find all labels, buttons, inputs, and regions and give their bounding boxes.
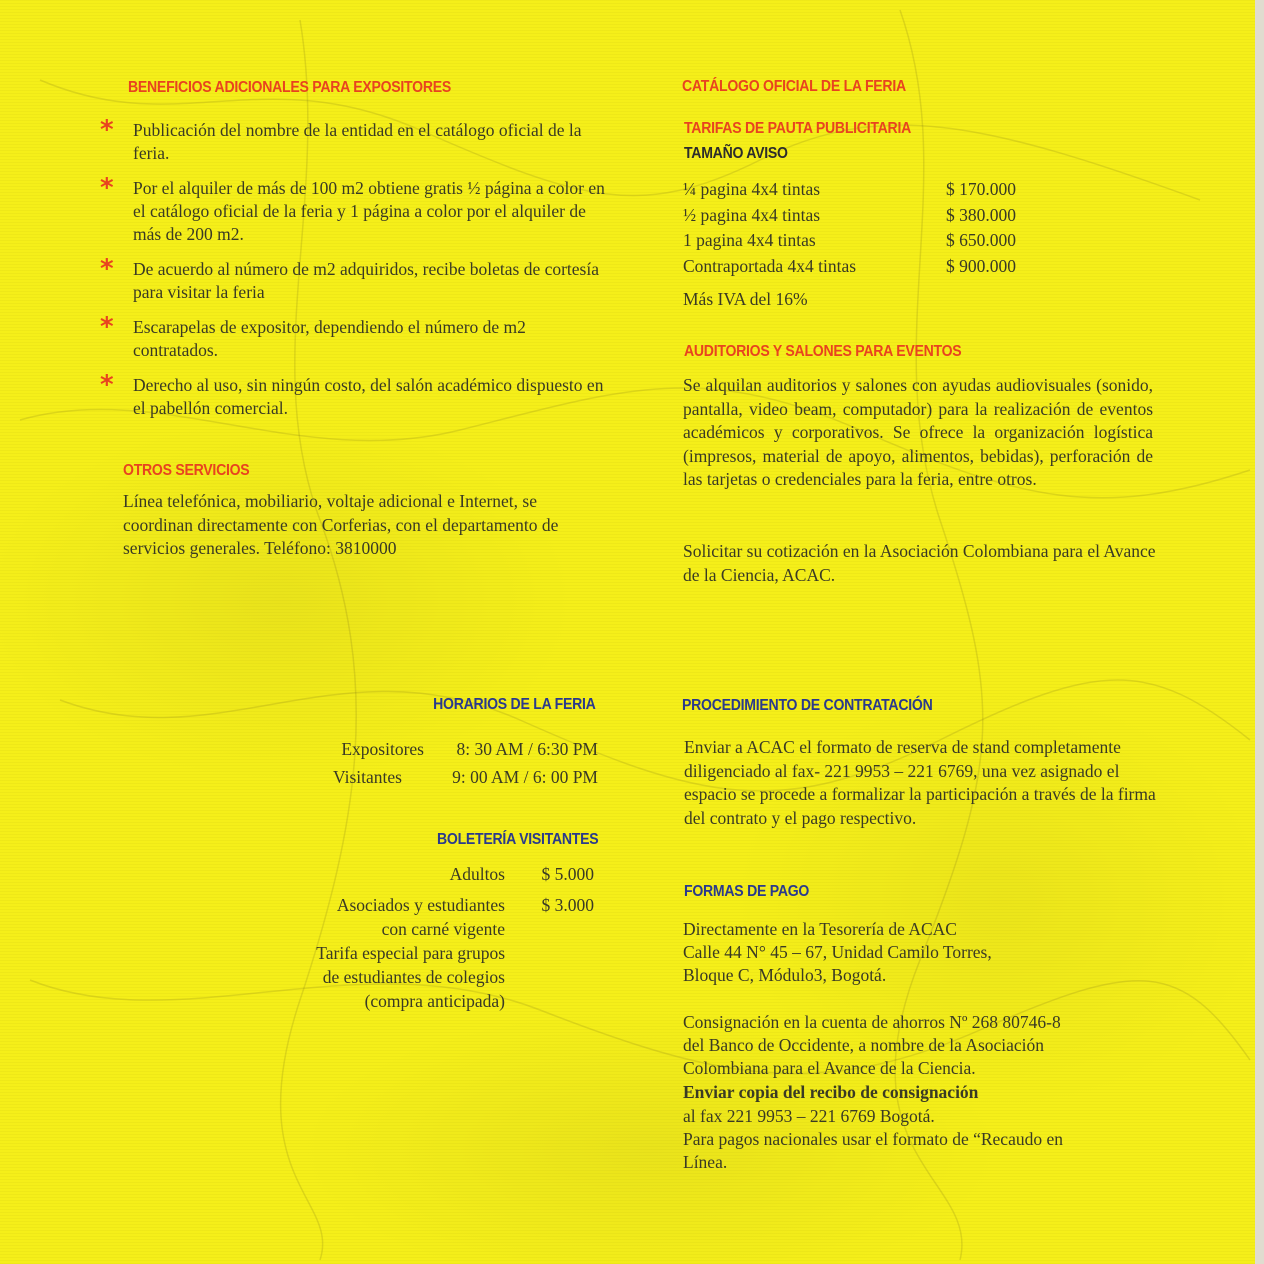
tarifa-price: $ 380.000 xyxy=(946,205,1016,225)
asterisk-bullet-icon: * xyxy=(100,370,114,400)
tarifa-label: ½ pagina 4x4 tintas xyxy=(683,205,821,225)
boleteria-label: Adultos xyxy=(449,864,505,884)
tesoreria-line: Directamente en la Tesorería de ACAC xyxy=(683,919,957,939)
page-edge xyxy=(1255,0,1264,1264)
beneficios-list xyxy=(100,115,620,432)
otros-servicios-text: Línea telefónica, mobiliario, voltaje adicional e Internet, se coordinan directamente con Corferias, con el departamento de servicios generales. Teléfono: 3810000 xyxy=(123,491,559,558)
consignacion-line: del Banco de Occidente, a nombre de la Asociación xyxy=(683,1035,1045,1055)
boleteria-price: $ 3.000 xyxy=(541,895,594,915)
procedimiento-heading: PROCEDIMIENTO DE CONTRATACIÓN xyxy=(682,697,933,714)
consignacion-line: Consignación en la cuenta de ahorros Nº 268 80746-8 xyxy=(683,1012,1061,1032)
horario-label: Visitantes xyxy=(333,767,402,787)
boleteria-note: (compra anticipada) xyxy=(364,991,505,1011)
formas-pago-heading: FORMAS DE PAGO xyxy=(684,883,810,900)
boleteria-label: Asociados y estudiantes xyxy=(336,895,505,915)
list-item: * De acuerdo al número de m2 adquiridos, recibe boletas de cortesía para visitar la feria xyxy=(100,254,599,302)
auditorios-text: Se alquilan auditorios y salones con ayudas audiovisuales (sonido, pantalla, video beam, computador) para la realización de eventos académicos y corporativos. Se ofrece la organización logística (impresos, material de apoyo, alimentos, bebidas), perforación de las tarjetas o credenciales para la feria, entre otros. xyxy=(683,375,1153,489)
tarifa-label: 1 pagina 4x4 tintas xyxy=(683,230,816,250)
list-item: * Derecho al uso, sin ningún costo, del salón académico dispuesto en el pabellón comercial. xyxy=(100,370,604,418)
tarifa-price: $ 170.000 xyxy=(946,179,1016,199)
asterisk-bullet-icon: * xyxy=(100,115,114,145)
address-line: Calle 44 N° 45 – 67, Unidad Camilo Torres, xyxy=(683,942,992,962)
horario-value: 9: 00 AM / 6: 00 PM xyxy=(452,767,598,787)
cotizacion-text: Solicitar su cotización en la Asociación Colombiana para el Avance de la Ciencia, ACAC. xyxy=(683,541,1156,585)
horario-value: 8: 30 AM / 6:30 PM xyxy=(456,739,598,759)
horario-label: Expositores xyxy=(341,739,424,759)
asterisk-bullet-icon: * xyxy=(100,312,114,342)
nacionales-line: Para pagos nacionales usar el formato de “Recaudo en xyxy=(683,1129,1063,1149)
horarios-heading: HORARIOS DE LA FERIA xyxy=(433,696,596,713)
boleteria-note: con carné vigente xyxy=(381,919,505,939)
fax-line: al fax 221 9953 – 221 6769 Bogotá. xyxy=(683,1106,935,1126)
list-item: * Por el alquiler de más de 100 m2 obtiene gratis ½ página a color en el catálogo oficial de la feria y 1 página a color por el alquiler de más de 200 m2. xyxy=(100,173,605,244)
nacionales-line: Línea. xyxy=(683,1152,728,1172)
asterisk-bullet-icon: * xyxy=(100,254,114,284)
tamano-aviso-heading: TAMAÑO AVISO xyxy=(684,145,788,162)
consignacion-line: Colombiana para el Avance de la Ciencia. xyxy=(683,1058,976,1078)
procedimiento-text: Enviar a ACAC el formato de reserva de stand completamente diligenciado al fax- 221 9953 – 221 6769, una vez asignado el espacio se procede a formalizar la participación a través de la firma del contrato y el pago respectivo. xyxy=(684,737,1156,828)
tarifa-price: $ 650.000 xyxy=(946,230,1016,250)
beneficios-heading: BENEFICIOS ADICIONALES PARA EXPOSITORES xyxy=(128,79,451,96)
boleteria-note: de estudiantes de colegios xyxy=(322,967,505,987)
iva-note: Más IVA del 16% xyxy=(683,289,808,309)
tarifa-price: $ 900.000 xyxy=(946,256,1016,276)
list-item: * Escarapelas de expositor, dependiendo el número de m2 contratados. xyxy=(100,312,526,360)
tarifa-label: Contraportada 4x4 tintas xyxy=(683,256,857,276)
copia-recibo-line: Enviar copia del recibo de consignación xyxy=(683,1082,979,1102)
address-line: Bloque C, Módulo3, Bogotá. xyxy=(683,965,887,985)
asterisk-bullet-icon: * xyxy=(100,173,114,203)
list-item: * Publicación del nombre de la entidad en el catálogo oficial de la feria. xyxy=(100,115,582,163)
boleteria-heading: BOLETERÍA VISITANTES xyxy=(436,831,598,848)
tarifas-heading: TARIFAS DE PAUTA PUBLICITARIA xyxy=(684,120,912,137)
otros-servicios-heading: OTROS SERVICIOS xyxy=(123,462,250,479)
catalogo-heading: CATÁLOGO OFICIAL DE LA FERIA xyxy=(682,78,906,95)
tarifa-label: ¼ pagina 4x4 tintas xyxy=(683,179,821,199)
boleteria-note: Tarifa especial para grupos xyxy=(316,943,505,963)
auditorios-heading: AUDITORIOS Y SALONES PARA EVENTOS xyxy=(684,343,962,360)
boleteria-price: $ 5.000 xyxy=(541,864,594,884)
